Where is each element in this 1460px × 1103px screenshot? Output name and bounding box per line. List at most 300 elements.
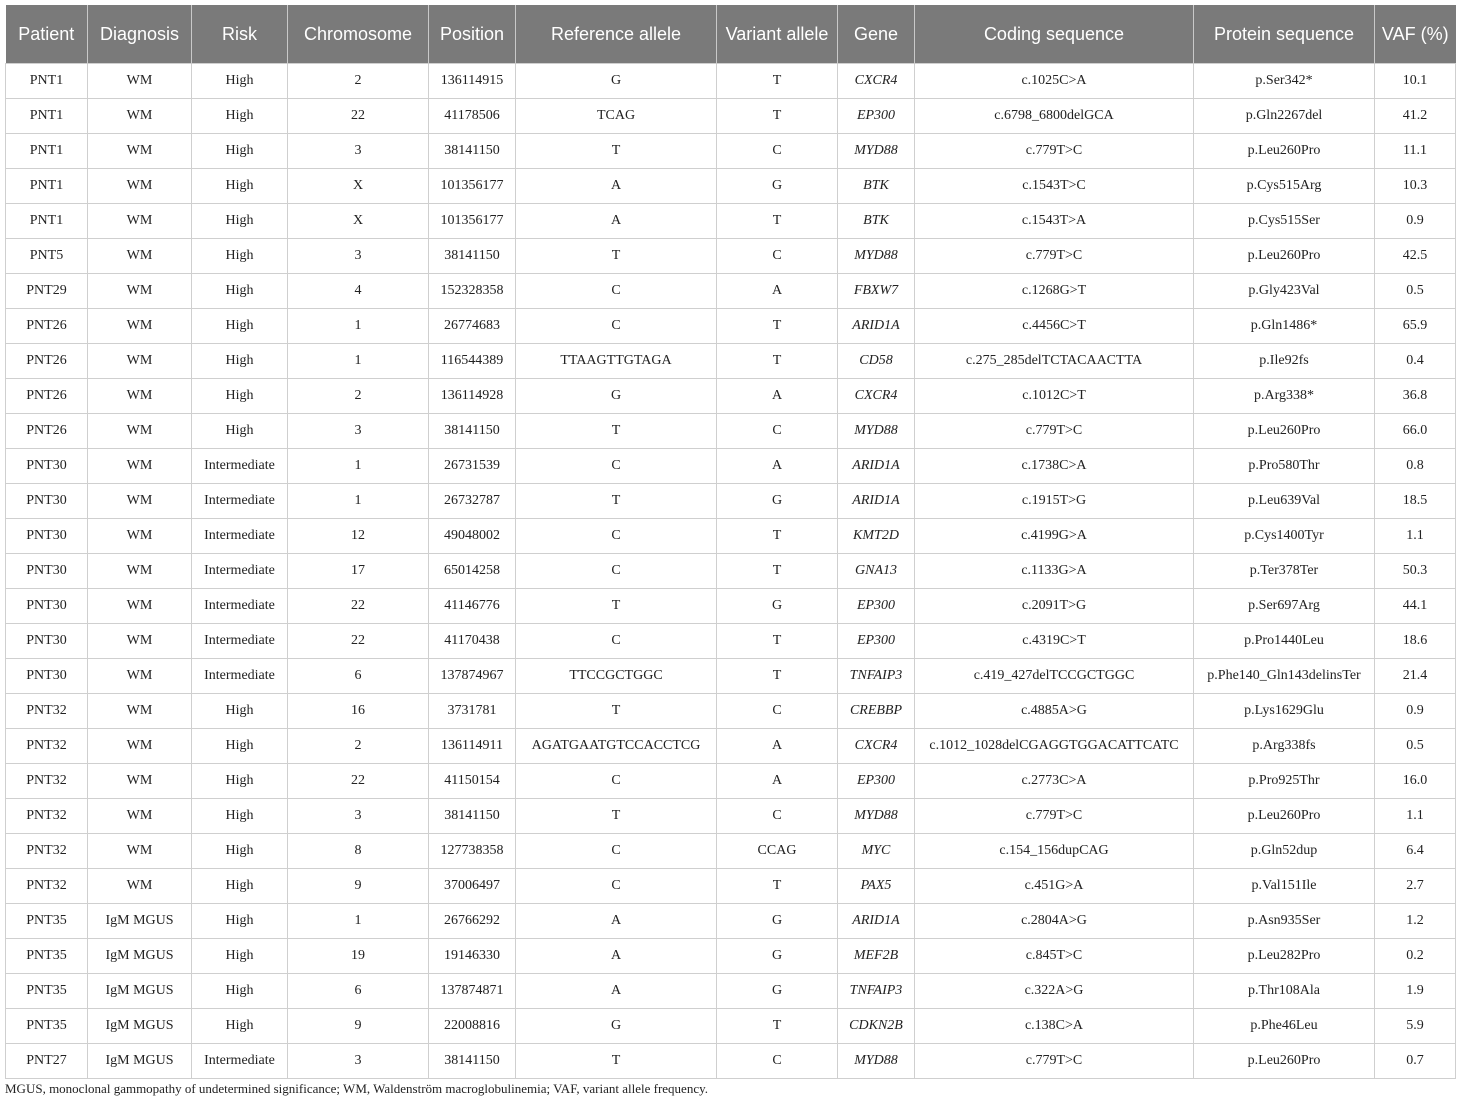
table-row	[6, 659, 1456, 694]
cell-position: 22008816	[429, 1009, 516, 1044]
cell-position: 26774683	[429, 309, 516, 344]
cell-patient: PNT32	[6, 764, 88, 799]
cell-vaf: 1.1	[1375, 519, 1456, 554]
cell-vaf: 18.5	[1375, 484, 1456, 519]
cell-reference-allele: C	[516, 624, 717, 659]
cell-vaf: 42.5	[1375, 239, 1456, 274]
cell-gene: MYD88	[838, 799, 915, 834]
cell-variant-allele: A	[717, 449, 838, 484]
cell-vaf: 0.7	[1375, 1044, 1456, 1079]
table-row	[6, 169, 1456, 204]
cell-chromosome: 16	[288, 694, 429, 729]
cell-protein-sequence: p.Ser342*	[1194, 64, 1375, 99]
cell-coding-sequence: c.4456C>T	[915, 309, 1194, 344]
cell-position: 38141150	[429, 134, 516, 169]
cell-gene: TNFAIP3	[838, 974, 915, 1009]
cell-position: 19146330	[429, 939, 516, 974]
cell-risk: High	[192, 169, 288, 204]
cell-vaf: 44.1	[1375, 589, 1456, 624]
cell-diagnosis: WM	[88, 624, 192, 659]
cell-reference-allele: C	[516, 834, 717, 869]
cell-gene: TNFAIP3	[838, 659, 915, 694]
cell-vaf: 1.9	[1375, 974, 1456, 1009]
cell-coding-sequence: c.1543T>A	[915, 204, 1194, 239]
cell-patient: PNT32	[6, 834, 88, 869]
cell-risk: Intermediate	[192, 624, 288, 659]
cell-coding-sequence: c.1543T>C	[915, 169, 1194, 204]
header-coding-sequence: Coding sequence	[915, 5, 1194, 64]
cell-gene: CDKN2B	[838, 1009, 915, 1044]
table-row	[6, 309, 1456, 344]
table-row	[6, 204, 1456, 239]
cell-vaf: 0.8	[1375, 449, 1456, 484]
cell-risk: High	[192, 904, 288, 939]
cell-diagnosis: WM	[88, 764, 192, 799]
cell-risk: Intermediate	[192, 554, 288, 589]
table-row	[6, 134, 1456, 169]
variant-table	[5, 5, 1456, 1079]
cell-reference-allele: TTAAGTTGTAGA	[516, 344, 717, 379]
cell-patient: PNT35	[6, 1009, 88, 1044]
cell-patient: PNT30	[6, 554, 88, 589]
cell-risk: High	[192, 134, 288, 169]
cell-variant-allele: CCAG	[717, 834, 838, 869]
cell-chromosome: X	[288, 169, 429, 204]
cell-gene: CXCR4	[838, 64, 915, 99]
cell-risk: High	[192, 379, 288, 414]
cell-diagnosis: WM	[88, 414, 192, 449]
cell-protein-sequence: p.Gln52dup	[1194, 834, 1375, 869]
cell-position: 38141150	[429, 414, 516, 449]
cell-diagnosis: WM	[88, 239, 192, 274]
table-row	[6, 99, 1456, 134]
cell-position: 41170438	[429, 624, 516, 659]
cell-reference-allele: C	[516, 554, 717, 589]
cell-vaf: 16.0	[1375, 764, 1456, 799]
cell-coding-sequence: c.1133G>A	[915, 554, 1194, 589]
cell-vaf: 0.9	[1375, 204, 1456, 239]
cell-risk: High	[192, 799, 288, 834]
cell-vaf: 50.3	[1375, 554, 1456, 589]
cell-coding-sequence: c.4199G>A	[915, 519, 1194, 554]
cell-variant-allele: C	[717, 1044, 838, 1079]
cell-vaf: 1.1	[1375, 799, 1456, 834]
cell-vaf: 0.5	[1375, 274, 1456, 309]
cell-patient: PNT27	[6, 1044, 88, 1079]
cell-chromosome: 3	[288, 799, 429, 834]
cell-vaf: 0.2	[1375, 939, 1456, 974]
cell-risk: Intermediate	[192, 589, 288, 624]
cell-protein-sequence: p.Leu260Pro	[1194, 1044, 1375, 1079]
cell-reference-allele: A	[516, 904, 717, 939]
cell-patient: PNT1	[6, 134, 88, 169]
cell-risk: High	[192, 694, 288, 729]
cell-risk: High	[192, 99, 288, 134]
cell-gene: CXCR4	[838, 379, 915, 414]
cell-variant-allele: G	[717, 169, 838, 204]
table-row	[6, 764, 1456, 799]
cell-protein-sequence: p.Phe140_Gln143delinsTer	[1194, 659, 1375, 694]
cell-position: 37006497	[429, 869, 516, 904]
cell-reference-allele: C	[516, 869, 717, 904]
cell-reference-allele: A	[516, 169, 717, 204]
cell-diagnosis: WM	[88, 519, 192, 554]
cell-gene: BTK	[838, 204, 915, 239]
cell-risk: Intermediate	[192, 449, 288, 484]
cell-diagnosis: WM	[88, 449, 192, 484]
cell-protein-sequence: p.Thr108Ala	[1194, 974, 1375, 1009]
cell-patient: PNT1	[6, 99, 88, 134]
cell-chromosome: 1	[288, 484, 429, 519]
cell-protein-sequence: p.Leu260Pro	[1194, 134, 1375, 169]
cell-risk: High	[192, 939, 288, 974]
cell-gene: MYD88	[838, 134, 915, 169]
cell-protein-sequence: p.Arg338*	[1194, 379, 1375, 414]
table-row	[6, 624, 1456, 659]
cell-position: 3731781	[429, 694, 516, 729]
cell-variant-allele: C	[717, 239, 838, 274]
cell-variant-allele: T	[717, 204, 838, 239]
cell-gene: MYD88	[838, 1044, 915, 1079]
cell-gene: MYC	[838, 834, 915, 869]
cell-coding-sequence: c.1915T>G	[915, 484, 1194, 519]
cell-chromosome: X	[288, 204, 429, 239]
cell-chromosome: 1	[288, 309, 429, 344]
cell-gene: CREBBP	[838, 694, 915, 729]
cell-position: 136114911	[429, 729, 516, 764]
cell-position: 26732787	[429, 484, 516, 519]
header-reference-allele: Reference allele	[516, 5, 717, 64]
cell-variant-allele: A	[717, 729, 838, 764]
cell-reference-allele: T	[516, 799, 717, 834]
cell-chromosome: 22	[288, 624, 429, 659]
cell-gene: FBXW7	[838, 274, 915, 309]
header-variant-allele: Variant allele	[717, 5, 838, 64]
table-row	[6, 589, 1456, 624]
cell-coding-sequence: c.4885A>G	[915, 694, 1194, 729]
cell-risk: Intermediate	[192, 659, 288, 694]
cell-variant-allele: T	[717, 519, 838, 554]
cell-protein-sequence: p.Cys515Arg	[1194, 169, 1375, 204]
cell-position: 137874871	[429, 974, 516, 1009]
cell-variant-allele: C	[717, 694, 838, 729]
cell-reference-allele: T	[516, 694, 717, 729]
cell-position: 38141150	[429, 239, 516, 274]
cell-chromosome: 2	[288, 64, 429, 99]
cell-risk: High	[192, 414, 288, 449]
cell-diagnosis: WM	[88, 799, 192, 834]
cell-position: 101356177	[429, 204, 516, 239]
cell-diagnosis: IgM MGUS	[88, 904, 192, 939]
cell-vaf: 41.2	[1375, 99, 1456, 134]
cell-position: 136114928	[429, 379, 516, 414]
cell-coding-sequence: c.138C>A	[915, 1009, 1194, 1044]
cell-diagnosis: WM	[88, 134, 192, 169]
table-row	[6, 869, 1456, 904]
cell-coding-sequence: c.4319C>T	[915, 624, 1194, 659]
cell-gene: MYD88	[838, 239, 915, 274]
cell-diagnosis: WM	[88, 554, 192, 589]
table-row	[6, 344, 1456, 379]
table-row	[6, 974, 1456, 1009]
cell-patient: PNT29	[6, 274, 88, 309]
table-row	[6, 274, 1456, 309]
cell-coding-sequence: c.2091T>G	[915, 589, 1194, 624]
cell-position: 127738358	[429, 834, 516, 869]
cell-risk: High	[192, 834, 288, 869]
cell-vaf: 1.2	[1375, 904, 1456, 939]
cell-patient: PNT35	[6, 904, 88, 939]
cell-position: 41178506	[429, 99, 516, 134]
cell-variant-allele: G	[717, 904, 838, 939]
header-row	[6, 5, 1456, 64]
cell-protein-sequence: p.Cys515Ser	[1194, 204, 1375, 239]
cell-patient: PNT30	[6, 484, 88, 519]
cell-diagnosis: WM	[88, 344, 192, 379]
cell-variant-allele: T	[717, 624, 838, 659]
cell-vaf: 0.4	[1375, 344, 1456, 379]
cell-diagnosis: IgM MGUS	[88, 1009, 192, 1044]
cell-reference-allele: T	[516, 239, 717, 274]
cell-diagnosis: WM	[88, 169, 192, 204]
cell-protein-sequence: p.Val151Ile	[1194, 869, 1375, 904]
cell-coding-sequence: c.1012C>T	[915, 379, 1194, 414]
cell-risk: High	[192, 274, 288, 309]
cell-risk: High	[192, 239, 288, 274]
cell-protein-sequence: p.Asn935Ser	[1194, 904, 1375, 939]
cell-gene: KMT2D	[838, 519, 915, 554]
cell-protein-sequence: p.Lys1629Glu	[1194, 694, 1375, 729]
cell-coding-sequence: c.451G>A	[915, 869, 1194, 904]
cell-position: 136114915	[429, 64, 516, 99]
cell-patient: PNT1	[6, 169, 88, 204]
cell-reference-allele: C	[516, 519, 717, 554]
cell-risk: High	[192, 729, 288, 764]
cell-protein-sequence: p.Ter378Ter	[1194, 554, 1375, 589]
cell-position: 116544389	[429, 344, 516, 379]
cell-reference-allele: A	[516, 204, 717, 239]
cell-variant-allele: C	[717, 134, 838, 169]
cell-protein-sequence: p.Leu282Pro	[1194, 939, 1375, 974]
cell-vaf: 18.6	[1375, 624, 1456, 659]
cell-coding-sequence: c.779T>C	[915, 414, 1194, 449]
cell-protein-sequence: p.Ile92fs	[1194, 344, 1375, 379]
cell-chromosome: 6	[288, 974, 429, 1009]
cell-diagnosis: IgM MGUS	[88, 974, 192, 1009]
cell-position: 26766292	[429, 904, 516, 939]
cell-reference-allele: T	[516, 484, 717, 519]
header-protein-sequence: Protein sequence	[1194, 5, 1375, 64]
cell-patient: PNT35	[6, 974, 88, 1009]
cell-gene: ARID1A	[838, 309, 915, 344]
cell-protein-sequence: p.Cys1400Tyr	[1194, 519, 1375, 554]
cell-patient: PNT32	[6, 799, 88, 834]
cell-chromosome: 12	[288, 519, 429, 554]
cell-position: 26731539	[429, 449, 516, 484]
cell-chromosome: 3	[288, 414, 429, 449]
cell-reference-allele: C	[516, 764, 717, 799]
cell-coding-sequence: c.419_427delTCCGCTGGC	[915, 659, 1194, 694]
cell-reference-allele: T	[516, 134, 717, 169]
cell-protein-sequence: p.Pro925Thr	[1194, 764, 1375, 799]
cell-gene: EP300	[838, 99, 915, 134]
table-row	[6, 484, 1456, 519]
cell-position: 101356177	[429, 169, 516, 204]
cell-reference-allele: T	[516, 589, 717, 624]
cell-chromosome: 19	[288, 939, 429, 974]
cell-reference-allele: T	[516, 1044, 717, 1079]
cell-gene: GNA13	[838, 554, 915, 589]
cell-coding-sequence: c.779T>C	[915, 239, 1194, 274]
cell-gene: CXCR4	[838, 729, 915, 764]
cell-vaf: 21.4	[1375, 659, 1456, 694]
cell-diagnosis: WM	[88, 729, 192, 764]
cell-chromosome: 9	[288, 1009, 429, 1044]
cell-variant-allele: T	[717, 869, 838, 904]
cell-diagnosis: WM	[88, 64, 192, 99]
cell-risk: Intermediate	[192, 484, 288, 519]
cell-position: 41146776	[429, 589, 516, 624]
cell-chromosome: 8	[288, 834, 429, 869]
variant-table-container	[5, 5, 1455, 1079]
cell-protein-sequence: p.Gln2267del	[1194, 99, 1375, 134]
table-row	[6, 1044, 1456, 1079]
table-row	[6, 414, 1456, 449]
cell-gene: EP300	[838, 764, 915, 799]
cell-coding-sequence: c.275_285delTCTACAACTTA	[915, 344, 1194, 379]
cell-reference-allele: AGATGAATGTCCACCTCG	[516, 729, 717, 764]
cell-gene: BTK	[838, 169, 915, 204]
header-patient: Patient	[6, 5, 88, 64]
header-vaf: VAF (%)	[1375, 5, 1456, 64]
cell-patient: PNT30	[6, 589, 88, 624]
table-row	[6, 64, 1456, 99]
cell-diagnosis: WM	[88, 204, 192, 239]
cell-protein-sequence: p.Phe46Leu	[1194, 1009, 1375, 1044]
cell-coding-sequence: c.779T>C	[915, 799, 1194, 834]
table-row	[6, 239, 1456, 274]
cell-gene: ARID1A	[838, 904, 915, 939]
cell-coding-sequence: c.2804A>G	[915, 904, 1194, 939]
cell-patient: PNT30	[6, 449, 88, 484]
cell-protein-sequence: p.Gly423Val	[1194, 274, 1375, 309]
cell-risk: Intermediate	[192, 1044, 288, 1079]
header-gene: Gene	[838, 5, 915, 64]
header-risk: Risk	[192, 5, 288, 64]
cell-diagnosis: WM	[88, 589, 192, 624]
cell-chromosome: 3	[288, 134, 429, 169]
cell-vaf: 5.9	[1375, 1009, 1456, 1044]
cell-coding-sequence: c.1012_1028delCGAGGTGGACATTCATC	[915, 729, 1194, 764]
cell-chromosome: 3	[288, 1044, 429, 1079]
cell-reference-allele: C	[516, 449, 717, 484]
cell-variant-allele: G	[717, 939, 838, 974]
cell-patient: PNT26	[6, 414, 88, 449]
cell-risk: High	[192, 764, 288, 799]
header-chromosome: Chromosome	[288, 5, 429, 64]
cell-diagnosis: WM	[88, 99, 192, 134]
cell-variant-allele: T	[717, 1009, 838, 1044]
cell-diagnosis: WM	[88, 484, 192, 519]
cell-variant-allele: T	[717, 344, 838, 379]
cell-protein-sequence: p.Ser697Arg	[1194, 589, 1375, 624]
cell-gene: EP300	[838, 589, 915, 624]
cell-coding-sequence: c.1738C>A	[915, 449, 1194, 484]
cell-variant-allele: A	[717, 274, 838, 309]
cell-risk: High	[192, 974, 288, 1009]
cell-risk: High	[192, 204, 288, 239]
cell-diagnosis: IgM MGUS	[88, 939, 192, 974]
cell-gene: MYD88	[838, 414, 915, 449]
table-row	[6, 519, 1456, 554]
cell-coding-sequence: c.2773C>A	[915, 764, 1194, 799]
cell-patient: PNT26	[6, 379, 88, 414]
cell-patient: PNT30	[6, 519, 88, 554]
cell-vaf: 65.9	[1375, 309, 1456, 344]
table-row	[6, 939, 1456, 974]
cell-chromosome: 1	[288, 904, 429, 939]
cell-patient: PNT5	[6, 239, 88, 274]
cell-diagnosis: WM	[88, 309, 192, 344]
cell-position: 137874967	[429, 659, 516, 694]
cell-gene: CD58	[838, 344, 915, 379]
cell-position: 65014258	[429, 554, 516, 589]
cell-reference-allele: TTCCGCTGGC	[516, 659, 717, 694]
cell-chromosome: 6	[288, 659, 429, 694]
cell-chromosome: 17	[288, 554, 429, 589]
cell-variant-allele: C	[717, 414, 838, 449]
cell-variant-allele: A	[717, 764, 838, 799]
cell-reference-allele: G	[516, 64, 717, 99]
table-header	[6, 5, 1456, 64]
cell-variant-allele: T	[717, 64, 838, 99]
cell-position: 152328358	[429, 274, 516, 309]
cell-reference-allele: C	[516, 274, 717, 309]
cell-diagnosis: WM	[88, 379, 192, 414]
cell-diagnosis: WM	[88, 694, 192, 729]
cell-variant-allele: G	[717, 974, 838, 1009]
table-footnote: MGUS, monoclonal gammopathy of undetermined significance; WM, Waldenström macroglobulinemia; VAF, variant allele frequency.	[5, 1081, 708, 1096]
cell-variant-allele: G	[717, 484, 838, 519]
cell-vaf: 10.1	[1375, 64, 1456, 99]
table-body	[6, 64, 1456, 1079]
cell-risk: High	[192, 869, 288, 904]
cell-coding-sequence: c.779T>C	[915, 134, 1194, 169]
cell-vaf: 0.9	[1375, 694, 1456, 729]
cell-position: 38141150	[429, 799, 516, 834]
cell-protein-sequence: p.Leu639Val	[1194, 484, 1375, 519]
table-row	[6, 379, 1456, 414]
cell-diagnosis: WM	[88, 274, 192, 309]
cell-coding-sequence: c.1025C>A	[915, 64, 1194, 99]
cell-chromosome: 3	[288, 239, 429, 274]
cell-variant-allele: G	[717, 589, 838, 624]
cell-protein-sequence: p.Pro1440Leu	[1194, 624, 1375, 659]
cell-vaf: 0.5	[1375, 729, 1456, 764]
cell-patient: PNT1	[6, 64, 88, 99]
table-row	[6, 799, 1456, 834]
cell-variant-allele: C	[717, 799, 838, 834]
cell-coding-sequence: c.1268G>T	[915, 274, 1194, 309]
cell-chromosome: 1	[288, 449, 429, 484]
cell-reference-allele: G	[516, 1009, 717, 1044]
cell-coding-sequence: c.779T>C	[915, 1044, 1194, 1079]
cell-patient: PNT1	[6, 204, 88, 239]
cell-coding-sequence: c.6798_6800delGCA	[915, 99, 1194, 134]
cell-variant-allele: T	[717, 309, 838, 344]
table-row	[6, 904, 1456, 939]
cell-diagnosis: WM	[88, 834, 192, 869]
